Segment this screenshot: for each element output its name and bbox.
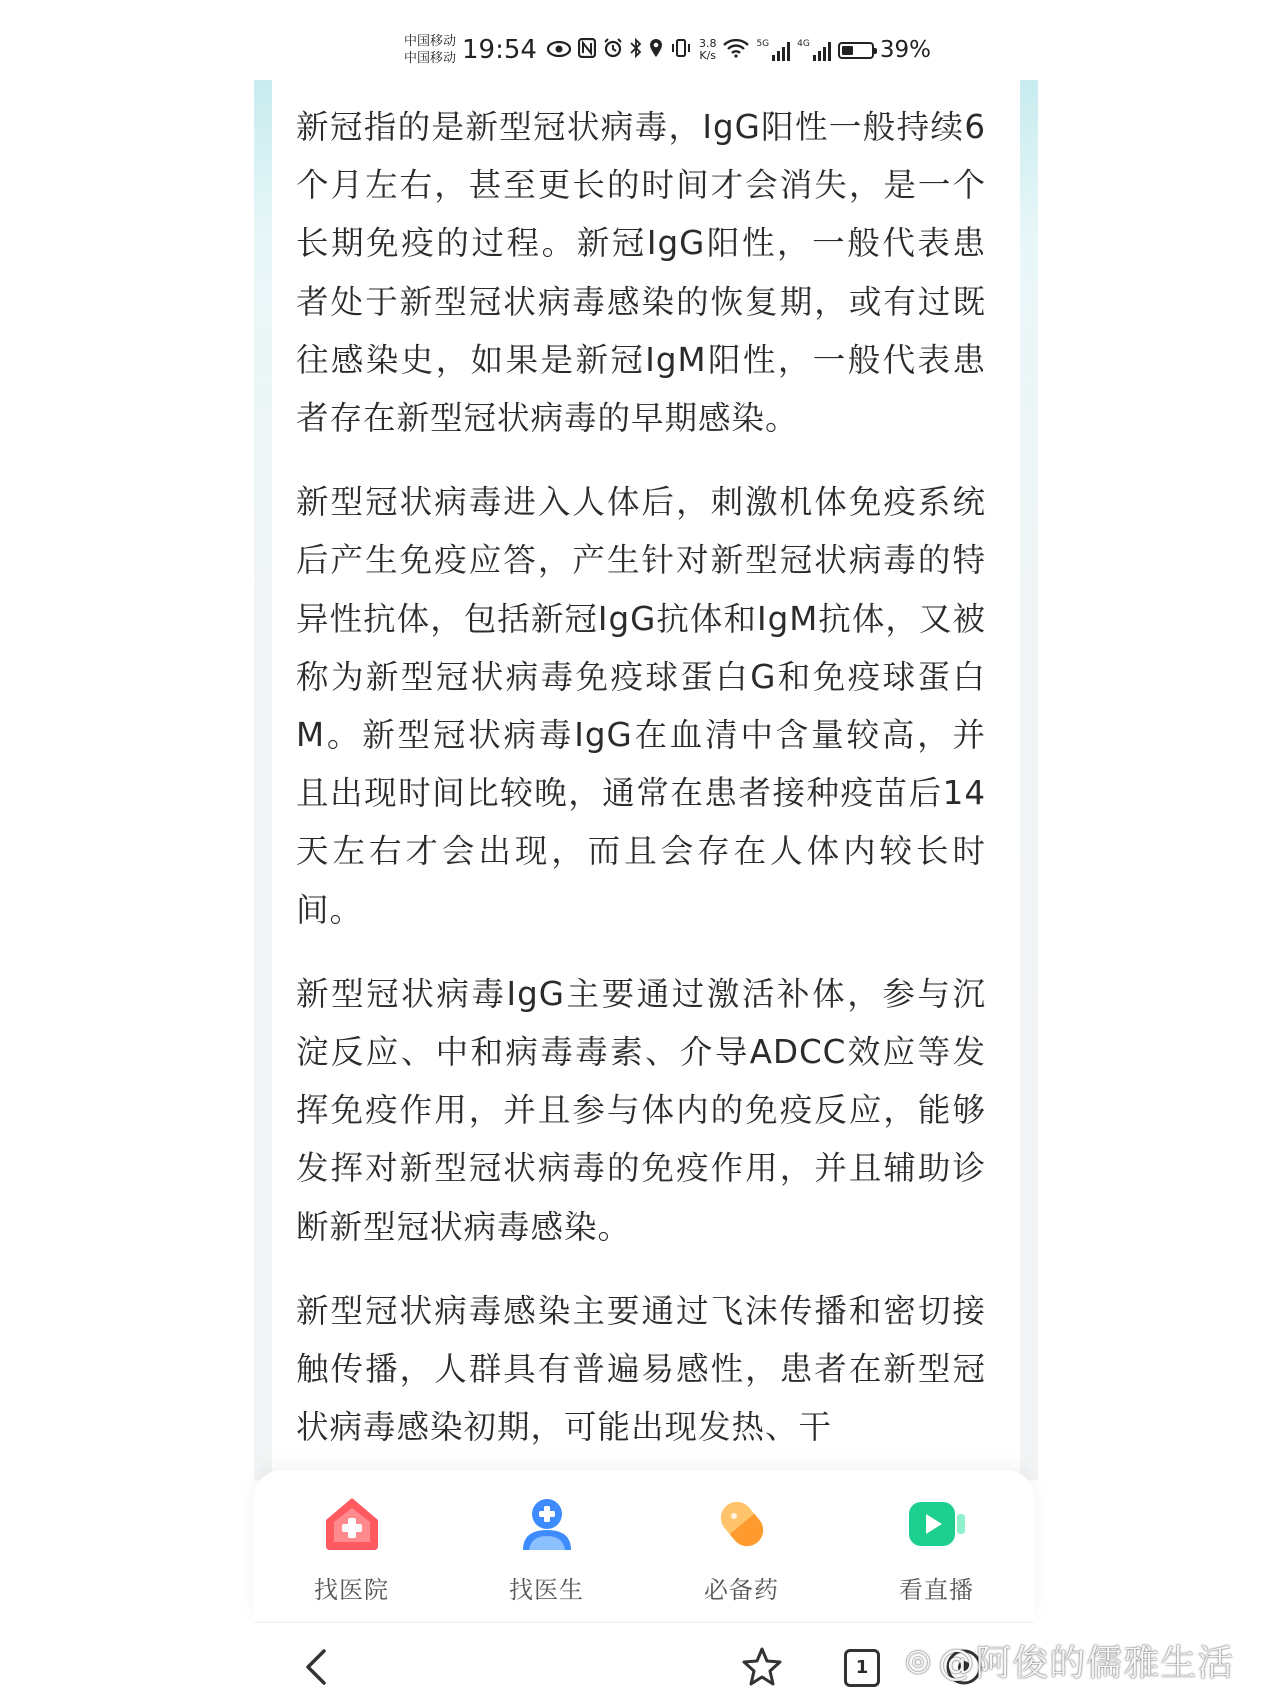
hospital-icon [320, 1492, 384, 1556]
watermark-text: @阿俊的儒雅生活 [938, 1643, 1235, 1684]
signal-5g-icon [756, 39, 790, 61]
service-nav [254, 1470, 1034, 1620]
live-video-icon [905, 1492, 969, 1556]
article-paragraph: 新型冠状病毒进入人体后，刺激机体免疫系统后产生免疫应答，产生针对新型冠状病毒的特异性抗体，包括新冠IgG抗体和IgM抗体，又被称为新型冠状病毒免疫球蛋白G和免疫球蛋白M。新型冠状病毒IgG在血清中含量较高，并且出现时间比较晚，通常在患者接种疫苗后14天左右才会出现，而且会存在人体内较长时间。 [296, 483, 986, 929]
nav-label: 看直播 [899, 1576, 974, 1604]
bluetooth-icon [630, 38, 642, 63]
nav-essential-medicine[interactable] [657, 1470, 827, 1605]
tabs-button[interactable]: 1 [844, 1649, 880, 1687]
nav-find-doctor[interactable] [462, 1470, 632, 1605]
network-speed-value: 3.8 [698, 37, 717, 50]
alarm-icon [603, 38, 623, 63]
article-paragraph: 新型冠状病毒IgG主要通过激活补体，参与沉淀反应、中和病毒毒素、介导ADCC效应等发挥免疫作用，并且参与体内的免疫反应，能够发挥对新型冠状病毒的免疫作用，并且辅助诊断新型冠状病毒感染。 [296, 974, 986, 1246]
nav-label: 找医生 [509, 1576, 584, 1604]
nav-label: 必备药 [704, 1576, 779, 1604]
carrier-info [404, 33, 456, 67]
article-paragraph: 新冠指的是新型冠状病毒，IgG阳性一般持续6个月左右，甚至更长的时间才会消失，是一个长期免疫的过程。新冠IgG阳性，一般代表患者处于新型冠状病毒感染的恢复期，或有过既往感染史，如果是新冠IgM阳性，一般代表患者存在新型冠状病毒的早期感染。 [296, 108, 986, 438]
carrier-1: 中国移动 [404, 34, 457, 49]
pill-icon [710, 1492, 774, 1556]
wifi-icon [723, 38, 749, 63]
nav-label: 找医院 [314, 1576, 389, 1604]
clock: 19:54 [462, 35, 537, 65]
page-edge-right [1020, 80, 1038, 1480]
status-bar [404, 22, 1004, 78]
watermark [905, 1635, 1234, 1686]
signal-4g-icon [797, 39, 831, 61]
status-icons [547, 38, 874, 63]
battery-level [842, 46, 853, 55]
vibrate-icon [670, 38, 692, 63]
watermark-logo-icon: ◎ [905, 1643, 933, 1678]
back-icon[interactable] [298, 1647, 334, 1687]
location-icon [649, 38, 663, 63]
article-paragraph: 新型冠状病毒感染主要通过飞沫传播和密切接触传播，人群具有普遍易感性，患者在新型冠状病毒感染初期，可能出现发热、干 [296, 1291, 986, 1447]
doctor-icon [515, 1492, 579, 1556]
star-icon[interactable] [740, 1645, 784, 1689]
network-speed [699, 38, 717, 62]
network-speed-unit: K/s [699, 49, 717, 62]
nav-watch-live[interactable] [852, 1470, 1022, 1605]
carrier-2: 中国移动 [404, 51, 457, 66]
nav-find-hospital[interactable] [267, 1470, 437, 1605]
nfc-icon [578, 38, 596, 63]
eye-icon [547, 38, 571, 62]
page-edge-left [254, 80, 272, 1480]
signal-1-label: 5G [756, 39, 770, 49]
signal-2-label: 4G [797, 39, 810, 49]
battery-icon [838, 42, 874, 59]
article-content [296, 98, 986, 1468]
battery-percent: 39% [879, 37, 931, 63]
